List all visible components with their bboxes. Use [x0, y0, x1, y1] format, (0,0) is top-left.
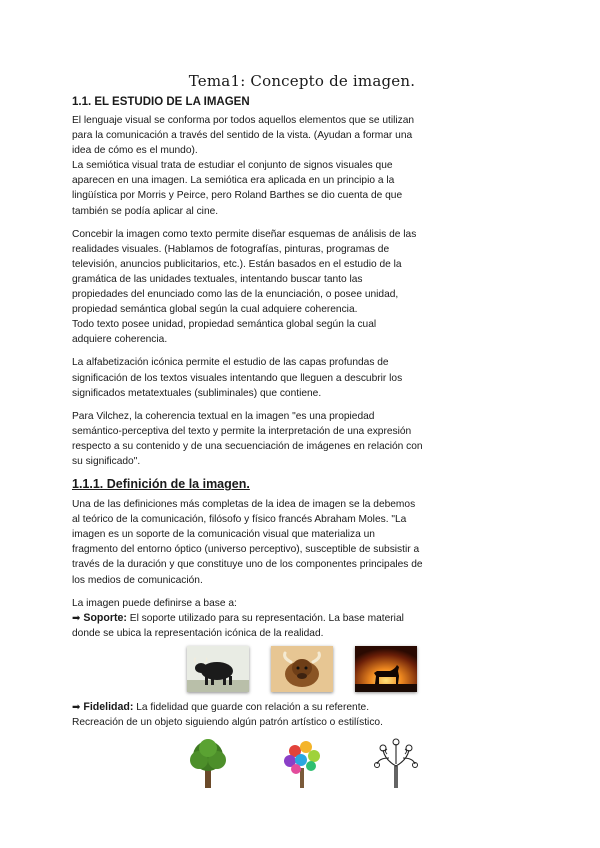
intro-line: La imagen puede definirse a base a: — [72, 597, 237, 609]
colorful-tree-image — [277, 736, 327, 790]
bison-painting-image — [271, 646, 333, 692]
bullet-label-fidelidad: Fidelidad: — [83, 700, 134, 713]
bullet-text-soporte: El soporte utilizado para su representación. La base material donde se ubica la representación icónica de la realidad. — [72, 612, 404, 639]
paragraph-alfabetizacion-iconica: La alfabetización icónica permite el estudio de las capas profundas de significación de los textos visuales intentando que lleguen a descubrir los significados metatextuales (subliminales) que contiene. — [72, 357, 403, 399]
document-page — [72, 72, 532, 798]
paragraph-imagen-como-texto: Concebir la imagen como texto permite diseñar esquemas de análisis de las realidades visuales. (Hablamos de fotografías, pinturas, programas de televisión, anuncios publicitarios, etc.). Están basados en el estudio de la gramática de las unidades textuales, intentando buscar tanto las propiedades del enunciado como las de la enunciación, o posee unidad, propiedad semántica global según la cual adquiere coherencia. Todo texto posee unidad, propiedad semántica global según la cual adquiere coherencia. — [72, 228, 417, 346]
subsection-heading: 1.1.1. Definición de la imagen. — [72, 477, 250, 492]
bullet-text-fidelidad: La fidelidad que guarde con relación a su referente. Recreación de un objeto siguiendo algún patrón artístico o estilístico. — [72, 701, 383, 728]
bullet-label-soporte: Soporte: — [83, 611, 127, 624]
section-heading: 1.1. EL ESTUDIO DE LA IMAGEN — [72, 96, 250, 108]
bullet-fidelidad — [72, 700, 532, 730]
paragraph-lenguaje-visual: El lenguaje visual se conforma por todos aquellos elementos que se utilizan para la comunicación a través del sentido de la vista. (Ayudan a formar una idea de cómo es el mundo). La semiótica visual trata de estudiar el conjunto de signos visuales que aparecen en una imagen. La semiótica era aplicada en un principio a la lingüística por Morris y Peirce, pero Roland Barthes se dio cuenta de que también se podía aplicar al cine. — [72, 115, 415, 217]
paragraph-definicion-moles: Una de las definiciones más completas de la idea de imagen se la debemos al teórico de la comunicación, filósofo y físico francés Abraham Moles. "La imagen es un soporte de la comunicación visual que materializa un fragmento del entorno óptico (universo perceptivo), susceptible de subsistir a través de la duración y que constituye uno de los componentes principales de los medios de comunicación. — [72, 499, 423, 586]
bull-silhouette-sunset-image — [355, 646, 417, 692]
page-title: Tema1: Concepto de imagen. — [188, 72, 416, 90]
arrow-icon: ➡ — [72, 701, 81, 713]
realistic-tree-image — [183, 736, 233, 790]
bullet-soporte — [72, 611, 532, 641]
paragraph-vilchez: Para Vilchez, la coherencia textual en la imagen "es una propiedad semántico-perceptiva del texto y permite la interpretación de una expresión respecto a su contenido y de una secuenciación de imágenes en relación con su significado". — [72, 410, 423, 467]
soporte-image-row — [72, 646, 532, 692]
arrow-icon: ➡ — [72, 612, 81, 624]
fidelidad-image-row — [72, 736, 532, 790]
bull-photo-image — [187, 646, 249, 692]
line-art-tree-image — [371, 736, 421, 790]
